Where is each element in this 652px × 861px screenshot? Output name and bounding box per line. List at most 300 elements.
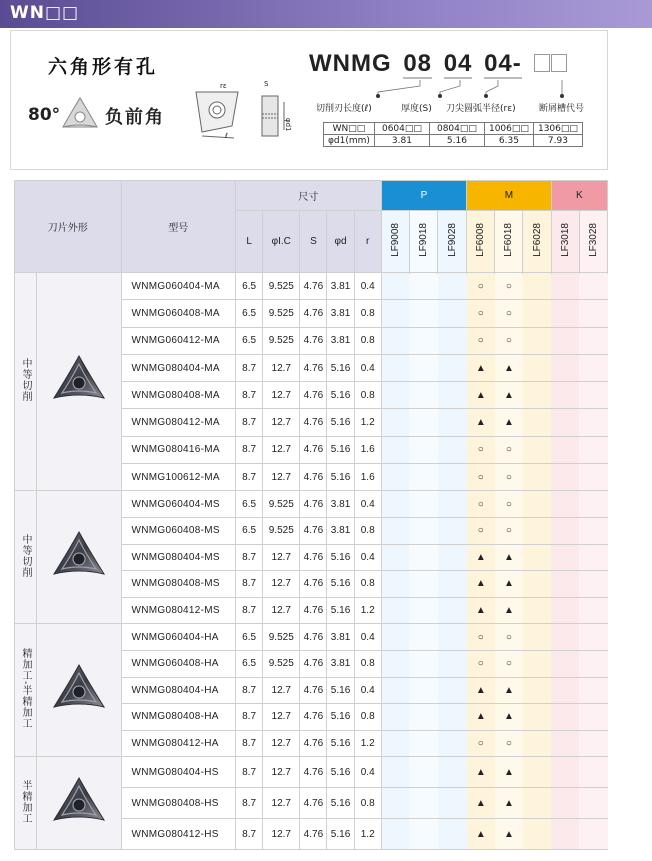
dim-cell: 4.76 bbox=[300, 436, 327, 463]
dim-cell: 4.76 bbox=[300, 300, 327, 327]
leader-dot bbox=[560, 94, 564, 98]
grade-availability-cell bbox=[579, 544, 607, 571]
dim-cell: 8.7 bbox=[236, 382, 263, 409]
dim-cell: 1.2 bbox=[354, 597, 381, 624]
dim-cell: 0.4 bbox=[354, 624, 381, 651]
col-dims-header: 尺寸 bbox=[236, 181, 382, 211]
grade-availability-cell bbox=[438, 730, 467, 757]
grade-availability-cell bbox=[579, 354, 607, 381]
dim-cell: 3.81 bbox=[327, 327, 354, 354]
grade-header bbox=[523, 211, 551, 273]
dim-cell: 9.525 bbox=[263, 273, 300, 300]
grade-availability-cell bbox=[409, 624, 437, 651]
grade-availability-cell bbox=[409, 409, 437, 436]
dim-cell: 0.8 bbox=[354, 517, 381, 544]
insert-photo bbox=[37, 757, 121, 850]
grade-availability-cell bbox=[579, 300, 607, 327]
grade-availability-cell bbox=[409, 597, 437, 624]
model-cell: WNMG080412-MS bbox=[121, 597, 236, 624]
dim-cell: 4.76 bbox=[300, 382, 327, 409]
model-cell: WNMG060412-MA bbox=[121, 327, 236, 354]
grade-availability-cell: ○ bbox=[467, 300, 495, 327]
grade-availability-cell: ▲ bbox=[495, 354, 523, 381]
dim-cell: 8.7 bbox=[236, 354, 263, 381]
grade-availability-cell bbox=[438, 436, 467, 463]
dim-cell: 4.76 bbox=[300, 819, 327, 850]
grade-availability-cell: ▲ bbox=[467, 382, 495, 409]
grade-availability-cell bbox=[409, 273, 437, 300]
dim-cell: 12.7 bbox=[263, 464, 300, 491]
spec-cell: 1306□□ bbox=[533, 123, 582, 135]
insert-image-icon bbox=[49, 661, 109, 717]
model-cell: WNMG080404-MS bbox=[121, 544, 236, 571]
dim-cell: 0.4 bbox=[354, 544, 381, 571]
dim-cell: 6.5 bbox=[236, 273, 263, 300]
dim-cell: 12.7 bbox=[263, 730, 300, 757]
spec-cell: φd1(mm) bbox=[324, 135, 375, 147]
model-cell: WNMG080404-HS bbox=[121, 757, 236, 788]
dim-cell: 6.5 bbox=[236, 300, 263, 327]
hole-diameter-table bbox=[323, 122, 583, 147]
grade-availability-cell bbox=[409, 354, 437, 381]
dim-cell: 9.525 bbox=[263, 300, 300, 327]
grade-label: LF3028 bbox=[587, 223, 599, 257]
spec-cell: 3.81 bbox=[374, 135, 429, 147]
cutting-type-label bbox=[15, 757, 37, 850]
grade-availability-cell bbox=[523, 409, 551, 436]
grade-availability-cell bbox=[551, 597, 579, 624]
dim-cell: 8.7 bbox=[236, 788, 263, 819]
grade-availability-cell bbox=[551, 517, 579, 544]
grade-availability-cell bbox=[551, 382, 579, 409]
grade-availability-cell: ○ bbox=[495, 650, 523, 677]
dim-cell: 3.81 bbox=[327, 517, 354, 544]
model-cell: WNMG080416-MA bbox=[121, 436, 236, 463]
model-cell: WNMG060408-MS bbox=[121, 517, 236, 544]
model-cell: WNMG060404-MS bbox=[121, 491, 236, 518]
leader-dot bbox=[484, 94, 488, 98]
cutting-type-label bbox=[15, 624, 37, 757]
dim-col-header: φI.C bbox=[263, 211, 300, 273]
grade-label: LF9008 bbox=[389, 223, 401, 257]
re-dim-label: rε bbox=[220, 82, 227, 90]
dim-cell: 0.8 bbox=[354, 382, 381, 409]
s-dim-label: S bbox=[264, 80, 269, 88]
dim-cell: 0.8 bbox=[354, 300, 381, 327]
model-cell: WNMG080408-HA bbox=[121, 704, 236, 731]
dim-cell: 5.16 bbox=[327, 757, 354, 788]
grade-label: LF6018 bbox=[503, 223, 515, 257]
grade-availability-cell bbox=[551, 650, 579, 677]
grade-availability-cell bbox=[523, 677, 551, 704]
grade-availability-cell bbox=[579, 704, 607, 731]
dim-cell: 8.7 bbox=[236, 436, 263, 463]
d1-dim-label: φd1 bbox=[284, 118, 292, 132]
dim-cell: 0.4 bbox=[354, 273, 381, 300]
dim-cell: 4.76 bbox=[300, 273, 327, 300]
grade-availability-cell: ▲ bbox=[467, 757, 495, 788]
grade-availability-cell: ○ bbox=[495, 491, 523, 518]
grade-availability-cell bbox=[409, 300, 437, 327]
dim-col-header: r bbox=[354, 211, 381, 273]
grade-availability-cell bbox=[551, 300, 579, 327]
grade-availability-cell: ▲ bbox=[467, 677, 495, 704]
label-radius: 刀尖圆弧半径(rε) bbox=[446, 104, 516, 114]
dim-cell: 6.5 bbox=[236, 650, 263, 677]
model-cell: WNMG080412-MA bbox=[121, 409, 236, 436]
model-cell: WNMG080408-MS bbox=[121, 571, 236, 598]
model-cell: WNMG060408-HA bbox=[121, 650, 236, 677]
insert-side-view-icon bbox=[258, 88, 298, 140]
grade-availability-cell bbox=[381, 704, 409, 731]
grade-availability-cell bbox=[551, 436, 579, 463]
grade-availability-cell bbox=[551, 677, 579, 704]
grade-availability-cell bbox=[438, 273, 467, 300]
spec-cell: WN□□ bbox=[324, 123, 375, 135]
grade-availability-cell bbox=[438, 597, 467, 624]
grade-availability-cell bbox=[409, 788, 437, 819]
grade-availability-cell bbox=[551, 327, 579, 354]
grade-availability-cell: ▲ bbox=[467, 597, 495, 624]
code-length: 08 bbox=[403, 50, 433, 77]
header-row-1 bbox=[15, 181, 608, 211]
group-k-header: K bbox=[551, 181, 607, 211]
grade-availability-cell bbox=[381, 354, 409, 381]
insert-spec-table bbox=[14, 180, 608, 850]
dim-cell: 12.7 bbox=[263, 819, 300, 850]
grade-availability-cell: ▲ bbox=[495, 704, 523, 731]
grade-availability-cell: ▲ bbox=[467, 409, 495, 436]
grade-availability-cell bbox=[551, 491, 579, 518]
dim-cell: 5.16 bbox=[327, 354, 354, 381]
dim-cell: 4.76 bbox=[300, 409, 327, 436]
grade-availability-cell bbox=[523, 571, 551, 598]
dim-cell: 4.76 bbox=[300, 327, 327, 354]
grade-availability-cell bbox=[579, 730, 607, 757]
label-thickness: 厚度(S) bbox=[401, 104, 432, 114]
code-breaker bbox=[533, 50, 567, 77]
grade-availability-cell bbox=[381, 517, 409, 544]
dim-cell: 8.7 bbox=[236, 730, 263, 757]
insert-image-icon bbox=[49, 352, 109, 408]
dim-cell: 9.525 bbox=[263, 327, 300, 354]
dim-cell: 5.16 bbox=[327, 597, 354, 624]
grade-availability-cell: ▲ bbox=[467, 788, 495, 819]
grade-availability-cell bbox=[523, 544, 551, 571]
dim-cell: 0.4 bbox=[354, 677, 381, 704]
grade-availability-cell bbox=[551, 273, 579, 300]
dim-cell: 8.7 bbox=[236, 677, 263, 704]
grade-availability-cell bbox=[551, 757, 579, 788]
spec-cell: 1006□□ bbox=[484, 123, 533, 135]
grade-availability-cell: ▲ bbox=[467, 819, 495, 850]
dim-cell: 12.7 bbox=[263, 757, 300, 788]
grade-availability-cell bbox=[551, 730, 579, 757]
grade-availability-cell: ▲ bbox=[495, 819, 523, 850]
col-model-header: 型号 bbox=[121, 181, 236, 273]
grade-availability-cell bbox=[381, 624, 409, 651]
grade-availability-cell bbox=[381, 677, 409, 704]
grade-availability-cell bbox=[551, 544, 579, 571]
grade-availability-cell bbox=[579, 464, 607, 491]
spec-cell: 5.16 bbox=[429, 135, 484, 147]
dim-cell: 1.2 bbox=[354, 819, 381, 850]
dim-cell: 3.81 bbox=[327, 650, 354, 677]
grade-availability-cell bbox=[579, 624, 607, 651]
spec-cell: 7.93 bbox=[533, 135, 582, 147]
cutting-type-text: 精加工-半精加工 bbox=[20, 648, 32, 730]
grade-availability-cell bbox=[523, 491, 551, 518]
dim-cell: 5.16 bbox=[327, 571, 354, 598]
dim-cell: 8.7 bbox=[236, 819, 263, 850]
grade-availability-cell bbox=[523, 300, 551, 327]
grade-availability-cell bbox=[381, 571, 409, 598]
dim-cell: 6.5 bbox=[236, 327, 263, 354]
dim-cell: 5.16 bbox=[327, 544, 354, 571]
dim-cell: 5.16 bbox=[327, 788, 354, 819]
grade-availability-cell bbox=[381, 788, 409, 819]
grade-availability-cell: ○ bbox=[495, 436, 523, 463]
grade-availability-cell bbox=[438, 354, 467, 381]
dim-cell: 1.6 bbox=[354, 436, 381, 463]
dim-col-header: φd bbox=[327, 211, 354, 273]
leader-dot bbox=[376, 94, 380, 98]
grade-availability-cell bbox=[579, 650, 607, 677]
dim-cell: 6.5 bbox=[236, 517, 263, 544]
grade-availability-cell: ▲ bbox=[495, 788, 523, 819]
code-thickness: 04 bbox=[443, 50, 473, 77]
cutting-type-label bbox=[15, 491, 37, 624]
model-code bbox=[309, 50, 567, 78]
dim-cell: 5.16 bbox=[327, 730, 354, 757]
grade-availability-cell bbox=[438, 757, 467, 788]
grade-availability-cell: ▲ bbox=[495, 571, 523, 598]
grade-availability-cell bbox=[579, 436, 607, 463]
grade-availability-cell bbox=[409, 327, 437, 354]
grade-header bbox=[495, 211, 523, 273]
dim-cell: 12.7 bbox=[263, 571, 300, 598]
dim-cell: 4.76 bbox=[300, 730, 327, 757]
angle-value: 80° bbox=[28, 105, 61, 125]
grade-availability-cell bbox=[579, 788, 607, 819]
grade-availability-cell: ○ bbox=[467, 730, 495, 757]
grade-availability-cell bbox=[438, 650, 467, 677]
dim-cell: 9.525 bbox=[263, 650, 300, 677]
grade-availability-cell bbox=[523, 704, 551, 731]
insert-photo bbox=[37, 273, 121, 491]
dim-cell: 12.7 bbox=[263, 677, 300, 704]
grade-availability-cell bbox=[551, 464, 579, 491]
grade-availability-cell bbox=[409, 704, 437, 731]
dim-cell: 3.81 bbox=[327, 273, 354, 300]
dim-cell: 12.7 bbox=[263, 544, 300, 571]
dim-cell: 8.7 bbox=[236, 544, 263, 571]
grade-availability-cell bbox=[579, 571, 607, 598]
grade-availability-cell bbox=[438, 464, 467, 491]
group-m-header: M bbox=[467, 181, 551, 211]
header-banner bbox=[0, 0, 652, 28]
grade-availability-cell: ○ bbox=[467, 624, 495, 651]
spec-cell: 6.35 bbox=[484, 135, 533, 147]
grade-availability-cell: ▲ bbox=[495, 544, 523, 571]
dim-cell: 4.76 bbox=[300, 517, 327, 544]
code-base: WNMG bbox=[309, 50, 392, 77]
grade-availability-cell: ▲ bbox=[495, 382, 523, 409]
dim-cell: 5.16 bbox=[327, 464, 354, 491]
dim-cell: 0.8 bbox=[354, 650, 381, 677]
grade-availability-cell: ○ bbox=[467, 327, 495, 354]
dim-cell: 12.7 bbox=[263, 788, 300, 819]
grade-label: LF9028 bbox=[446, 223, 458, 257]
dim-cell: 4.76 bbox=[300, 677, 327, 704]
dim-cell: 4.76 bbox=[300, 571, 327, 598]
grade-availability-cell bbox=[551, 819, 579, 850]
grade-availability-cell bbox=[579, 517, 607, 544]
grade-availability-cell: ○ bbox=[495, 300, 523, 327]
model-cell: WNMG080412-HA bbox=[121, 730, 236, 757]
dim-cell: 3.81 bbox=[327, 624, 354, 651]
grade-availability-cell: ▲ bbox=[495, 677, 523, 704]
cutting-type-text: 中等切削 bbox=[20, 533, 32, 578]
grade-label: LF3018 bbox=[559, 223, 571, 257]
insert-shape-title: 六角形有孔 bbox=[48, 56, 159, 78]
grade-availability-cell bbox=[381, 597, 409, 624]
series-title: WN□□ bbox=[10, 3, 80, 23]
model-cell: WNMG060408-MA bbox=[121, 300, 236, 327]
angle-label: 负前角 bbox=[105, 107, 165, 128]
grade-availability-cell bbox=[409, 730, 437, 757]
grade-availability-cell bbox=[409, 677, 437, 704]
grade-availability-cell bbox=[381, 300, 409, 327]
grade-availability-cell bbox=[523, 273, 551, 300]
code-radius: 04- bbox=[484, 50, 522, 77]
dim-cell: 9.525 bbox=[263, 517, 300, 544]
model-cell: WNMG080404-HA bbox=[121, 677, 236, 704]
col-shape-header: 刀片外形 bbox=[15, 181, 122, 273]
grade-availability-cell bbox=[409, 571, 437, 598]
dim-cell: 12.7 bbox=[263, 436, 300, 463]
grade-availability-cell bbox=[579, 382, 607, 409]
grade-header bbox=[381, 211, 409, 273]
grade-availability-cell bbox=[438, 409, 467, 436]
grade-availability-cell bbox=[381, 409, 409, 436]
grade-availability-cell: ▲ bbox=[495, 757, 523, 788]
dim-cell: 12.7 bbox=[263, 597, 300, 624]
grade-availability-cell: ▲ bbox=[467, 571, 495, 598]
grade-availability-cell bbox=[523, 624, 551, 651]
grade-availability-cell bbox=[523, 788, 551, 819]
grade-availability-cell bbox=[438, 544, 467, 571]
grade-header bbox=[409, 211, 437, 273]
grade-availability-cell bbox=[579, 757, 607, 788]
grade-availability-cell bbox=[409, 491, 437, 518]
dim-cell: 0.4 bbox=[354, 354, 381, 381]
grade-availability-cell: ○ bbox=[467, 517, 495, 544]
spec-cell: 0804□□ bbox=[429, 123, 484, 135]
grade-availability-cell bbox=[381, 730, 409, 757]
dim-cell: 4.76 bbox=[300, 704, 327, 731]
grade-availability-cell bbox=[409, 544, 437, 571]
grade-availability-cell bbox=[438, 491, 467, 518]
grade-availability-cell: ▲ bbox=[467, 704, 495, 731]
dim-col-header: L bbox=[236, 211, 263, 273]
insert-photo bbox=[37, 624, 121, 757]
dim-cell: 8.7 bbox=[236, 704, 263, 731]
grade-availability-cell bbox=[438, 571, 467, 598]
dim-cell: 6.5 bbox=[236, 624, 263, 651]
grade-availability-cell bbox=[381, 436, 409, 463]
grade-availability-cell bbox=[438, 819, 467, 850]
grade-availability-cell bbox=[551, 624, 579, 651]
dim-cell: 12.7 bbox=[263, 704, 300, 731]
grade-availability-cell bbox=[438, 624, 467, 651]
grade-availability-cell bbox=[381, 464, 409, 491]
dim-cell: 1.2 bbox=[354, 730, 381, 757]
grade-availability-cell: ○ bbox=[467, 273, 495, 300]
grade-availability-cell bbox=[551, 704, 579, 731]
dim-cell: 5.16 bbox=[327, 436, 354, 463]
grade-availability-cell: ○ bbox=[495, 327, 523, 354]
grade-availability-cell: ▲ bbox=[467, 544, 495, 571]
dim-cell: 4.76 bbox=[300, 597, 327, 624]
table-row bbox=[15, 757, 608, 788]
cutting-type-label bbox=[15, 273, 37, 491]
dim-cell: 3.81 bbox=[327, 491, 354, 518]
spec-row bbox=[324, 123, 583, 135]
dim-cell: 5.16 bbox=[327, 409, 354, 436]
dim-cell: 12.7 bbox=[263, 382, 300, 409]
dim-cell: 0.4 bbox=[354, 491, 381, 518]
dim-cell: 0.8 bbox=[354, 327, 381, 354]
dim-cell: 4.76 bbox=[300, 544, 327, 571]
group-p-header: P bbox=[381, 181, 466, 211]
model-cell: WNMG100612-MA bbox=[121, 464, 236, 491]
dim-cell: 0.4 bbox=[354, 757, 381, 788]
grade-availability-cell bbox=[438, 704, 467, 731]
grade-availability-cell bbox=[579, 491, 607, 518]
grade-availability-cell bbox=[438, 517, 467, 544]
grade-availability-cell bbox=[579, 597, 607, 624]
grade-availability-cell: ▲ bbox=[495, 409, 523, 436]
grade-availability-cell bbox=[551, 571, 579, 598]
dim-cell: 8.7 bbox=[236, 571, 263, 598]
grade-availability-cell bbox=[523, 757, 551, 788]
grade-label: LF6028 bbox=[531, 223, 543, 257]
grade-availability-cell: ○ bbox=[495, 464, 523, 491]
dim-cell: 4.76 bbox=[300, 788, 327, 819]
table-body bbox=[15, 273, 608, 850]
grade-availability-cell bbox=[381, 491, 409, 518]
grade-availability-cell bbox=[409, 517, 437, 544]
grade-availability-cell: ▲ bbox=[495, 597, 523, 624]
model-cell: WNMG080412-HS bbox=[121, 819, 236, 850]
dim-cell: 12.7 bbox=[263, 354, 300, 381]
insert-drawing-icon bbox=[188, 82, 248, 142]
grade-availability-cell: ○ bbox=[495, 517, 523, 544]
dim-cell: 9.525 bbox=[263, 624, 300, 651]
grade-header bbox=[438, 211, 467, 273]
grade-availability-cell bbox=[438, 788, 467, 819]
grade-availability-cell bbox=[579, 273, 607, 300]
dim-cell: 12.7 bbox=[263, 409, 300, 436]
grade-availability-cell bbox=[409, 757, 437, 788]
grade-header bbox=[579, 211, 607, 273]
dim-cell: 1.6 bbox=[354, 464, 381, 491]
grade-availability-cell bbox=[523, 730, 551, 757]
label-length: 切削刃长度(ℓ) bbox=[316, 104, 372, 114]
grade-availability-cell bbox=[523, 517, 551, 544]
model-cell: WNMG060404-HA bbox=[121, 624, 236, 651]
